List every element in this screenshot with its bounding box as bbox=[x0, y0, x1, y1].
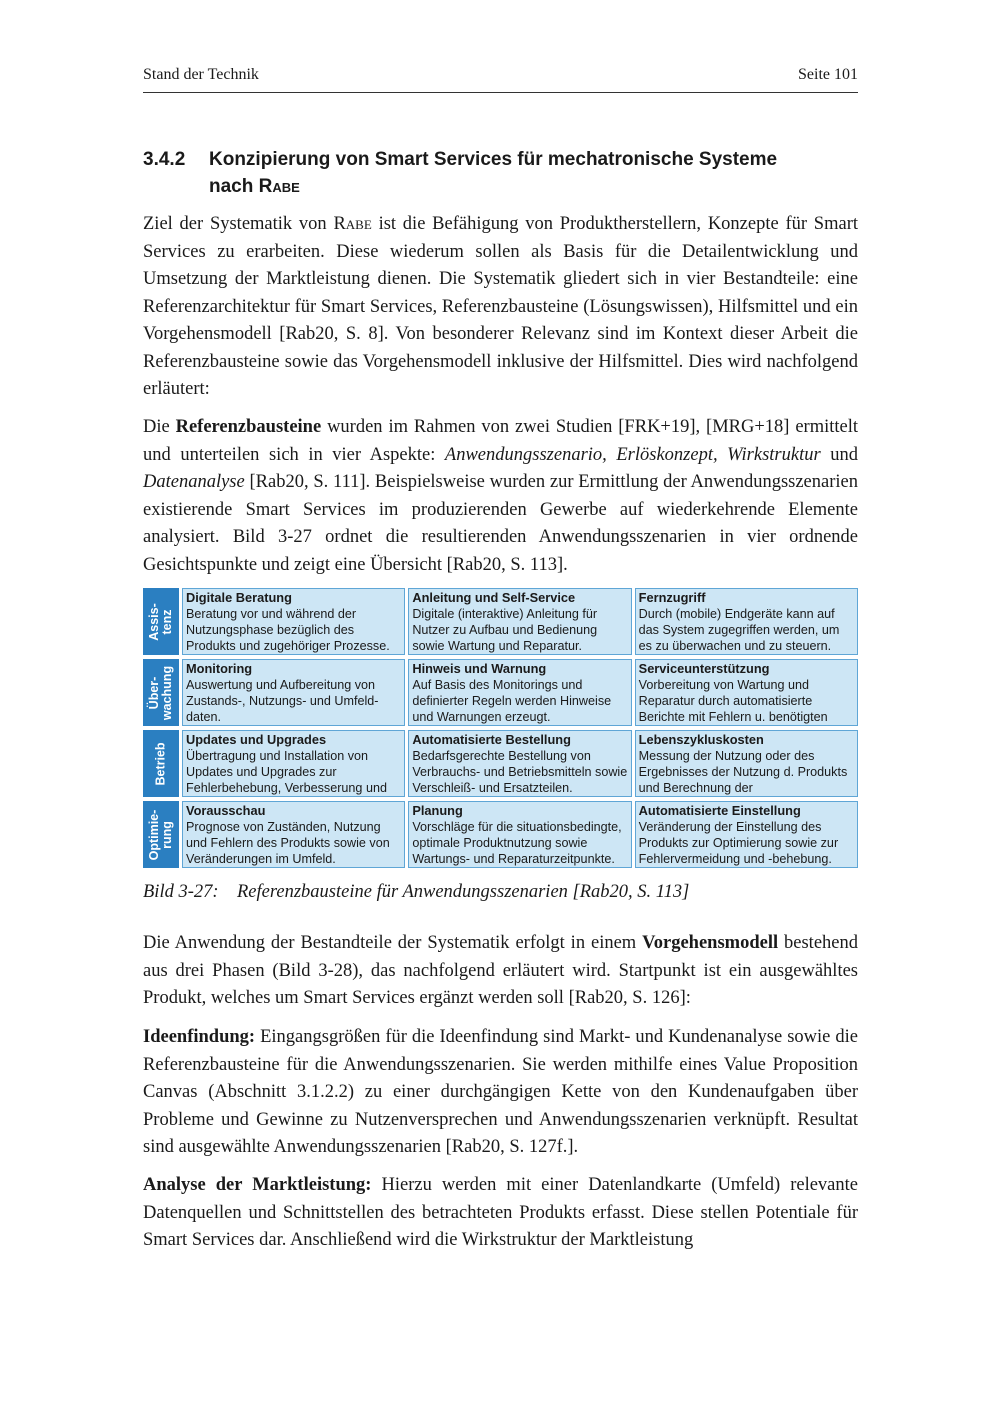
cell-title: Hinweis und Warnung bbox=[412, 661, 547, 676]
cell-title: Anleitung und Self-Service bbox=[412, 590, 576, 605]
cell-title: Lebenszykluskosten bbox=[638, 732, 764, 747]
figure-cell bbox=[182, 588, 405, 655]
figure-cell bbox=[182, 730, 405, 797]
caption-label: Bild 3-27: bbox=[143, 882, 219, 902]
p2-text-b: wurden im Rahmen von zwei Studien [FRK+19], [MRG+18] ermittelt und unterteilen sich in vier Aspekte: bbox=[143, 417, 858, 465]
cell-title: Fernzugriff bbox=[638, 590, 706, 605]
p2-bold: Referenzbausteine bbox=[175, 417, 322, 437]
row-label-text: Optimie- rung bbox=[147, 809, 174, 860]
cell-text: Digitale (interaktive) Anleitung für Nutzer zu Aufbau und Bedienung sowie Wartung und Reparatur. bbox=[412, 607, 598, 653]
figure-cell bbox=[408, 588, 631, 655]
row-label-text: Assis- tenz bbox=[147, 602, 174, 641]
figure-row bbox=[143, 588, 858, 655]
figure-cell bbox=[408, 659, 631, 726]
p1-name: Rabe bbox=[333, 214, 372, 234]
row-label bbox=[143, 801, 179, 868]
header-page-number: Seite 101 bbox=[798, 66, 858, 83]
row-label-text: Betrieb bbox=[153, 741, 168, 786]
row-label bbox=[143, 659, 179, 726]
cell-text: Veränderung der Einstellung des Produkts zur Optimierung sowie zur Fehlervermeidung und -behebung. bbox=[638, 820, 839, 866]
cell-title: Digitale Beratung bbox=[186, 590, 292, 605]
paragraph-5 bbox=[143, 1172, 858, 1255]
cell-title: Serviceunterstützung bbox=[638, 661, 770, 676]
p5-bold: Analyse der Marktleistung: bbox=[143, 1175, 372, 1195]
figure-cell bbox=[182, 801, 405, 868]
cell-text: Vorbereitung von Wartung und Reparatur durch automatisierte Berichte mit Fehlern u. benötigten bbox=[638, 678, 828, 724]
figure-reference-blocks bbox=[143, 588, 858, 872]
paragraph-4 bbox=[143, 1024, 858, 1162]
cell-text: Übertragung und Installation von Updates und Upgrades zur Fehlerbehebung, Verbesserung und bbox=[186, 749, 387, 795]
p3-bold: Vorgehensmodell bbox=[642, 933, 779, 953]
p2-italic2: Datenanalyse bbox=[143, 472, 245, 492]
figure-cell bbox=[635, 730, 858, 797]
section-title-prefix: nach bbox=[209, 176, 259, 197]
p2-text-c: und bbox=[820, 444, 858, 465]
p2-text-d: [Rab20, S. 111]. Beispielsweise wurden zur Ermittlung der Anwendungsszenarien existierende Smart Services im produzierenden Gewerbe auf wiederkehrende Elemente analysiert. Bild 3-27 ordnet die resultierenden Anwendungsszenarien in vier ordnende Gesichtspunkte und zeigt eine Übersicht [Rab20, S. 113]. bbox=[143, 472, 858, 575]
figure-cell bbox=[635, 801, 858, 868]
caption-text: Referenzbausteine für Anwendungsszenarien [Rab20, S. 113] bbox=[237, 882, 690, 902]
figure-row bbox=[143, 659, 858, 726]
figure-row bbox=[143, 801, 858, 868]
p3-text-a: Die Anwendung der Bestandteile der Systematik erfolgt in einem bbox=[143, 933, 643, 953]
cell-title: Automatisierte Einstellung bbox=[638, 803, 801, 818]
p1-text-a: Ziel der Systematik von bbox=[143, 214, 334, 234]
figure-cell bbox=[635, 588, 858, 655]
cell-title: Monitoring bbox=[186, 661, 253, 676]
cell-text: Bedarfsgerechte Bestellung von Verbrauchs- und Betriebsmitteln sowie Verschleiß- und Ersatzteilen. bbox=[412, 749, 628, 795]
p5-text: Hierzu werden mit einer Datenlandkarte (Umfeld) relevante Datenquellen und Schnittstellen des betrachteten Produkts erfasst. Diese stellen Potentiale für Smart Services dar. Anschließend wird die Wirkstruktur der Marktleistung bbox=[143, 1175, 858, 1250]
p2-italic: Anwendungsszenario, Erlöskonzept, Wirkstruktur bbox=[444, 444, 821, 465]
row-label bbox=[143, 730, 179, 797]
figure-cell bbox=[635, 659, 858, 726]
cell-text: Auf Basis des Monitorings und definierter Regeln werden Hinweise und Warnungen erzeugt. bbox=[412, 678, 612, 724]
cell-title: Planung bbox=[412, 803, 463, 818]
page-header bbox=[143, 66, 858, 93]
paragraph-1 bbox=[143, 211, 858, 404]
section-title bbox=[209, 146, 849, 200]
p4-bold: Ideenfindung: bbox=[143, 1027, 256, 1047]
p3-text-b: bestehend aus drei Phasen (Bild 3-28), das nachfolgend erläutert wird. Startpunkt ist ein ausgewähltes Produkt, welches um Smart Services ergänzt werden soll [Rab20, S. 126]: bbox=[143, 933, 858, 1008]
p1-text-b: ist die Befähigung von Produktherstellern, Konzepte für Smart Services zu erarbeiten. Diese wiederum sollen als Basis für die Detailentwicklung und Umsetzung der Marktleistung dienen. Die Systematik gliedert sich in vier Bestandteile: eine Referenzarchitektur für Smart Services, Referenzbausteine (Lösungswissen), Hilfsmittel und ein Vorgehensmodell [Rab20, S. 8]. Von besonderer Relevanz sind im Kontext dieser Arbeit die Referenzbausteine sowie das Vorgehensmodell inklusive der Hilfsmittel. Dies wird nachfolgend erläutert: bbox=[143, 214, 858, 399]
p2-text-a: Die bbox=[143, 417, 176, 437]
cell-text: Durch (mobile) Endgeräte kann auf das System zugegriffen werden, um es zu überwachen und zu steuern. bbox=[638, 607, 840, 653]
row-label bbox=[143, 588, 179, 655]
section-title-name: Rabe bbox=[258, 176, 300, 197]
cell-title: Vorausschau bbox=[186, 803, 266, 818]
figure-cell bbox=[408, 801, 631, 868]
cell-text: Auswertung und Aufbereitung von Zustands-, Nutzungs- und Umfeld-daten. bbox=[186, 678, 379, 724]
section-title-line1: Konzipierung von Smart Services für mechatronische Systeme bbox=[209, 149, 778, 170]
figure-row bbox=[143, 730, 858, 797]
cell-title: Automatisierte Bestellung bbox=[412, 732, 571, 747]
figure-cell bbox=[182, 659, 405, 726]
header-chapter: Stand der Technik bbox=[143, 66, 259, 83]
figure-caption bbox=[143, 882, 690, 903]
cell-title: Updates und Upgrades bbox=[186, 732, 327, 747]
figure-cell bbox=[408, 730, 631, 797]
paragraph-2 bbox=[143, 414, 858, 579]
cell-text: Beratung vor und während der Nutzungsphase bezüglich des Produkts und zugehöriger Prozesse. bbox=[186, 607, 390, 653]
cell-text: Vorschläge für die situationsbedingte, optimale Produktnutzung sowie Wartungs- und Reparaturzeitpunkte. bbox=[412, 820, 622, 866]
paragraph-3 bbox=[143, 930, 858, 1013]
p4-text: Eingangsgrößen für die Ideenfindung sind Markt- und Kundenanalyse sowie die Referenzbausteine für die Anwendungsszenarien. Sie werden mithilfe eines Value Proposition Canvas (Abschnitt 3.1.2.2) zu einer durchgängigen Kette von den Kundenaufgaben über Probleme und Gewinne zu Nutzenversprechen und Anwendungsszenarien verknüpft. Resultat sind ausgewählte Anwendungsszenarien [Rab20, S. 127f.]. bbox=[143, 1027, 858, 1157]
section-number: 3.4.2 bbox=[143, 149, 186, 170]
cell-text: Messung der Nutzung oder des Ergebnisses der Nutzung d. Produkts und Berechnung der bbox=[638, 749, 848, 795]
row-label-text: Über- wachung bbox=[147, 665, 174, 720]
cell-text: Prognose von Zuständen, Nutzung und Fehlern des Produkts sowie von Veränderungen im Umfeld. bbox=[186, 820, 390, 866]
